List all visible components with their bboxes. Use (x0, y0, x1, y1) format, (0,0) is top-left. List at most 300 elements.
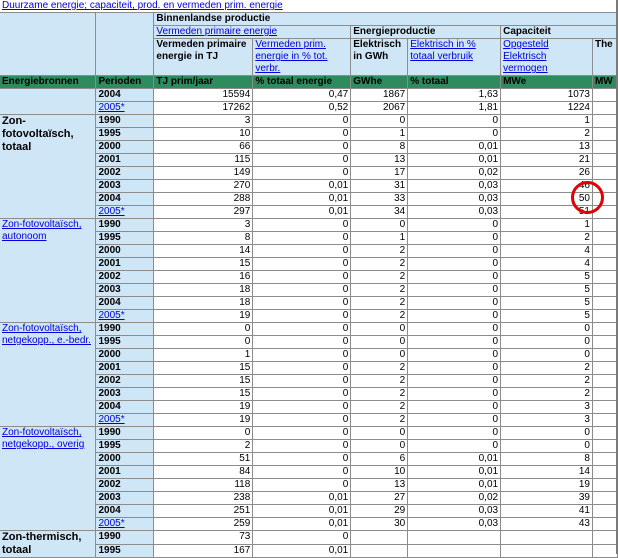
value-cell: 0 (253, 479, 351, 492)
period-cell (96, 128, 154, 141)
value-cell: 3 (154, 115, 253, 128)
value-cell: 0 (408, 401, 501, 414)
value-cell: 0,01 (408, 154, 501, 167)
value-cell: 2 (351, 284, 408, 297)
value-cell: 0,03 (408, 518, 501, 531)
value-cell: 0,01 (408, 479, 501, 492)
value-cell-cut (592, 271, 617, 284)
value-cell: 1073 (501, 89, 593, 102)
period-label[interactable]: 2005* (98, 206, 125, 217)
value-cell: 0 (408, 232, 501, 245)
value-cell-cut (592, 414, 617, 427)
value-cell: 15 (154, 362, 253, 375)
value-cell: 0 (253, 531, 351, 545)
period-label: 2001 (98, 362, 121, 373)
period-cell (96, 401, 154, 414)
value-cell: 2 (351, 401, 408, 414)
value-cell: 0 (408, 245, 501, 258)
period-label: 2000 (98, 349, 121, 360)
value-cell: 251 (154, 505, 253, 518)
value-cell: 0 (253, 414, 351, 427)
value-cell: 0 (351, 336, 408, 349)
value-cell (408, 544, 501, 558)
value-cell: 0 (253, 258, 351, 271)
value-cell: 15 (154, 375, 253, 388)
value-cell: 1 (501, 219, 593, 232)
value-cell: 19 (154, 414, 253, 427)
value-cell-cut (592, 180, 617, 193)
value-cell: 13 (501, 141, 593, 154)
period-label: 2004 (98, 193, 121, 204)
value-cell-cut (592, 219, 617, 232)
period-cell (96, 518, 154, 531)
value-cell: 2 (351, 271, 408, 284)
value-cell: 27 (351, 492, 408, 505)
value-cell-cut (592, 505, 617, 518)
value-cell: 0 (253, 427, 351, 440)
value-cell: 16 (154, 271, 253, 284)
value-cell: 29 (351, 505, 408, 518)
unit-pct-totaal: % totaal (408, 76, 501, 89)
value-cell-cut (592, 492, 617, 505)
value-cell: 0 (501, 427, 593, 440)
value-cell: 19 (154, 401, 253, 414)
header-vermeden-tj: Vermeden primaire energie in TJ (154, 39, 253, 76)
value-cell: 2 (351, 258, 408, 271)
value-cell: 1,63 (408, 89, 501, 102)
value-cell: 1 (501, 115, 593, 128)
value-cell-cut (592, 128, 617, 141)
period-cell (96, 531, 154, 545)
header-opgesteld-cell (501, 39, 593, 76)
value-cell: 4 (501, 258, 593, 271)
header-vermeden-pct-cell (253, 39, 351, 76)
value-cell: 0 (408, 310, 501, 323)
period-label: 2003 (98, 180, 121, 191)
period-cell (96, 544, 154, 558)
period-cell (96, 453, 154, 466)
value-cell: 0 (253, 245, 351, 258)
period-label: 1995 (98, 336, 121, 347)
period-label: 1995 (98, 440, 121, 451)
value-cell: 0 (253, 388, 351, 401)
value-cell: 73 (154, 531, 253, 545)
value-cell: 0 (253, 115, 351, 128)
group-label[interactable]: Zon-fotovoltaïsch, netgekopp., overig (2, 427, 85, 450)
unit-mwe: MWe (501, 76, 593, 89)
period-cell (96, 388, 154, 401)
period-cell (96, 180, 154, 193)
value-cell: 1867 (351, 89, 408, 102)
value-cell-cut (592, 544, 617, 558)
value-cell: 17262 (154, 102, 253, 115)
value-cell-cut (592, 245, 617, 258)
header-opgesteld-link[interactable]: Opgesteld (503, 39, 549, 50)
period-label: 2004 (98, 401, 121, 412)
value-cell: 0 (253, 167, 351, 180)
value-cell: 167 (154, 544, 253, 558)
value-cell: 0 (253, 284, 351, 297)
value-cell: 2 (351, 388, 408, 401)
header-energieproductie: Energieproductie (351, 26, 501, 39)
value-cell-cut (592, 206, 617, 219)
period-cell (96, 479, 154, 492)
value-cell-cut (592, 115, 617, 128)
value-cell: 0,01 (253, 492, 351, 505)
value-cell-cut (592, 440, 617, 453)
value-cell-cut (592, 89, 617, 102)
value-cell: 0 (253, 401, 351, 414)
value-cell-cut (592, 141, 617, 154)
value-cell: 0 (408, 349, 501, 362)
value-cell: 2 (351, 375, 408, 388)
period-cell (96, 219, 154, 232)
value-cell: 10 (154, 128, 253, 141)
value-cell: 0,01 (408, 453, 501, 466)
period-label: 2000 (98, 453, 121, 464)
value-cell (501, 544, 593, 558)
header-the-cut: The (592, 39, 617, 76)
col-perioden: Perioden (96, 76, 154, 89)
period-cell (96, 141, 154, 154)
value-cell-cut (592, 401, 617, 414)
value-cell (408, 531, 501, 545)
header-elektrisch-vermogen-link[interactable]: Elektrisch vermogen (503, 51, 548, 74)
period-cell (96, 154, 154, 167)
value-cell: 4 (501, 245, 593, 258)
group-label-cell (0, 219, 96, 323)
unit-tj: TJ prim/jaar (154, 76, 253, 89)
period-label: 1990 (98, 323, 121, 334)
value-cell: 0 (253, 440, 351, 453)
value-cell: 3 (154, 219, 253, 232)
corner-cell-2 (96, 13, 154, 76)
corner-cell (0, 13, 96, 76)
value-cell: 0 (408, 258, 501, 271)
period-label[interactable]: 2005* (98, 102, 125, 113)
period-cell (96, 414, 154, 427)
group-label-cell (0, 115, 96, 219)
sheet-title-cell (0, 0, 618, 13)
period-label[interactable]: 2005* (98, 310, 125, 321)
value-cell: 0 (253, 154, 351, 167)
value-cell: 0,47 (253, 89, 351, 102)
value-cell-cut (592, 284, 617, 297)
value-cell: 2 (351, 414, 408, 427)
value-cell (351, 531, 408, 545)
value-cell: 0 (253, 362, 351, 375)
period-cell (96, 206, 154, 219)
value-cell: 238 (154, 492, 253, 505)
value-cell: 0 (154, 336, 253, 349)
value-cell: 1224 (501, 102, 593, 115)
value-cell-cut (592, 323, 617, 336)
group-label[interactable]: Zon-fotovoltaïsch, netgekopp., e.-bedr. (2, 323, 91, 346)
period-label: 2002 (98, 375, 121, 386)
group-label-cell (0, 427, 96, 531)
period-cell (96, 440, 154, 453)
value-cell-cut (592, 232, 617, 245)
value-cell: 0 (408, 388, 501, 401)
value-cell: 2067 (351, 102, 408, 115)
header-vermeden-pct-link[interactable]: Vermeden prim. energie in % tot. verbr. (255, 39, 328, 74)
period-label[interactable]: 2005* (98, 414, 125, 425)
value-cell: 0,01 (408, 466, 501, 479)
value-cell: 41 (501, 505, 593, 518)
period-label: 2004 (98, 505, 121, 516)
value-cell: 0 (501, 440, 593, 453)
value-cell: 0,52 (253, 102, 351, 115)
value-cell: 31 (351, 180, 408, 193)
value-cell-cut (592, 453, 617, 466)
period-label: 2000 (98, 141, 121, 152)
period-label: 1995 (98, 128, 121, 139)
value-cell: 2 (501, 128, 593, 141)
value-cell: 5 (501, 310, 593, 323)
value-cell: 0,03 (408, 206, 501, 219)
period-label: 1990 (98, 427, 121, 438)
period-label: 2001 (98, 258, 121, 269)
value-cell: 1 (351, 128, 408, 141)
value-cell: 66 (154, 141, 253, 154)
period-label: 1990 (98, 115, 121, 126)
period-cell (96, 245, 154, 258)
value-cell: 5 (501, 297, 593, 310)
value-cell: 0 (501, 349, 593, 362)
group-label-cell (0, 89, 96, 115)
value-cell: 2 (351, 245, 408, 258)
period-cell (96, 258, 154, 271)
period-label: 2003 (98, 492, 121, 503)
period-label: 2001 (98, 466, 121, 477)
value-cell: 1 (154, 349, 253, 362)
value-cell: 19 (154, 310, 253, 323)
value-cell: 15594 (154, 89, 253, 102)
value-cell: 0,02 (408, 167, 501, 180)
value-cell: 0,01 (408, 141, 501, 154)
value-cell: 0 (253, 310, 351, 323)
value-cell: 0 (253, 128, 351, 141)
group-label: Zon-thermisch, totaal (2, 531, 82, 556)
value-cell: 0,01 (253, 180, 351, 193)
value-cell: 8 (154, 232, 253, 245)
value-cell: 0 (408, 323, 501, 336)
value-cell: 0 (351, 219, 408, 232)
value-cell: 0,01 (253, 193, 351, 206)
value-cell: 13 (351, 479, 408, 492)
value-cell: 0 (408, 414, 501, 427)
unit-gwhe: GWhe (351, 76, 408, 89)
period-cell (96, 232, 154, 245)
value-cell: 3 (501, 414, 593, 427)
value-cell: 13 (351, 154, 408, 167)
value-cell: 0 (408, 284, 501, 297)
table-row (0, 427, 618, 440)
value-cell: 34 (351, 206, 408, 219)
value-cell: 288 (154, 193, 253, 206)
value-cell: 30 (351, 518, 408, 531)
period-label[interactable]: 2005* (98, 518, 125, 529)
value-cell-cut (592, 349, 617, 362)
group-label-cell (0, 323, 96, 427)
header-binnenlandse: Binnenlandse productie (154, 13, 618, 26)
value-cell: 0 (408, 128, 501, 141)
value-cell: 46 (501, 180, 593, 193)
value-cell: 0 (351, 323, 408, 336)
value-cell: 0 (408, 440, 501, 453)
value-cell: 15 (154, 258, 253, 271)
value-cell: 2 (501, 362, 593, 375)
value-cell: 51 (501, 206, 593, 219)
value-cell: 0,02 (408, 492, 501, 505)
header-vermeden-link-cell (154, 26, 351, 39)
period-cell (96, 89, 154, 102)
value-cell: 1 (351, 232, 408, 245)
period-cell (96, 466, 154, 479)
header-elektrisch-pct-link[interactable]: Elektrisch in % totaal verbruik (410, 39, 476, 62)
value-cell: 26 (501, 167, 593, 180)
period-cell (96, 323, 154, 336)
period-cell (96, 349, 154, 362)
value-cell-cut (592, 466, 617, 479)
value-cell: 3 (501, 401, 593, 414)
period-cell (96, 505, 154, 518)
value-cell: 0,01 (253, 518, 351, 531)
value-cell: 0 (351, 115, 408, 128)
value-cell: 39 (501, 492, 593, 505)
value-cell-cut (592, 297, 617, 310)
value-cell: 115 (154, 154, 253, 167)
value-cell: 0 (408, 375, 501, 388)
value-cell: 14 (501, 466, 593, 479)
period-cell (96, 284, 154, 297)
value-cell: 0 (408, 336, 501, 349)
table-row (0, 89, 618, 102)
period-cell (96, 375, 154, 388)
sheet-title-link[interactable]: Duurzame energie; capaciteit, prod. en vermeden prim. energie (2, 0, 283, 11)
period-label: 1990 (98, 531, 121, 542)
value-cell: 18 (154, 284, 253, 297)
value-cell: 0 (253, 232, 351, 245)
value-cell-cut (592, 154, 617, 167)
period-cell (96, 167, 154, 180)
value-cell: 0 (408, 271, 501, 284)
value-cell: 0,01 (253, 206, 351, 219)
value-cell-cut (592, 518, 617, 531)
value-cell: 15 (154, 388, 253, 401)
period-cell (96, 102, 154, 115)
value-cell: 0 (408, 115, 501, 128)
value-cell: 2 (351, 297, 408, 310)
value-cell: 0 (351, 427, 408, 440)
header-vermeden-link[interactable]: Vermeden primaire energie (156, 26, 278, 37)
period-label: 2002 (98, 271, 121, 282)
value-cell: 2 (351, 310, 408, 323)
value-cell: 297 (154, 206, 253, 219)
value-cell: 1,81 (408, 102, 501, 115)
value-cell-cut (592, 336, 617, 349)
value-cell: 0,03 (408, 505, 501, 518)
period-label: 2002 (98, 479, 121, 490)
period-label: 1995 (98, 232, 121, 243)
value-cell: 2 (501, 232, 593, 245)
value-cell: 18 (154, 297, 253, 310)
value-cell-cut (592, 362, 617, 375)
value-cell-cut (592, 427, 617, 440)
period-cell (96, 427, 154, 440)
header-capaciteit: Capaciteit (501, 26, 618, 39)
value-cell: 0 (253, 453, 351, 466)
table-row (0, 219, 618, 232)
value-cell: 259 (154, 518, 253, 531)
period-label: 1995 (98, 544, 121, 556)
value-cell: 84 (154, 466, 253, 479)
value-cell: 0 (154, 323, 253, 336)
table-row (0, 531, 618, 545)
value-cell: 118 (154, 479, 253, 492)
header-elektrisch-pct-cell (408, 39, 501, 76)
period-cell (96, 336, 154, 349)
value-cell-cut (592, 258, 617, 271)
value-cell: 270 (154, 180, 253, 193)
value-cell: 0 (408, 362, 501, 375)
value-cell: 0 (253, 466, 351, 479)
value-cell: 2 (154, 440, 253, 453)
period-label: 2000 (98, 245, 121, 256)
period-label: 2004 (98, 89, 121, 100)
value-cell: 33 (351, 193, 408, 206)
table-row (0, 115, 618, 128)
period-cell (96, 310, 154, 323)
value-cell: 0 (253, 271, 351, 284)
value-cell (501, 531, 593, 545)
value-cell: 0 (408, 297, 501, 310)
period-cell (96, 362, 154, 375)
value-cell-cut (592, 102, 617, 115)
value-cell-cut (592, 310, 617, 323)
value-cell: 0 (501, 336, 593, 349)
period-cell (96, 297, 154, 310)
value-cell: 0 (501, 323, 593, 336)
value-cell-cut (592, 479, 617, 492)
value-cell: 14 (154, 245, 253, 258)
period-label: 2001 (98, 154, 121, 165)
value-cell: 21 (501, 154, 593, 167)
value-cell: 43 (501, 518, 593, 531)
value-cell: 0 (351, 440, 408, 453)
value-cell: 0 (253, 375, 351, 388)
group-label: Zon-fotovoltaïsch, totaal (2, 115, 74, 153)
value-cell: 149 (154, 167, 253, 180)
value-cell: 0 (253, 349, 351, 362)
group-label-cell (0, 531, 96, 558)
value-cell: 19 (501, 479, 593, 492)
period-cell (96, 271, 154, 284)
period-label: 2003 (98, 388, 121, 399)
value-cell: 8 (351, 141, 408, 154)
value-cell: 0,03 (408, 180, 501, 193)
value-cell: 0 (351, 349, 408, 362)
value-cell: 0 (408, 427, 501, 440)
value-cell-cut (592, 375, 617, 388)
value-cell (351, 544, 408, 558)
table-row (0, 323, 618, 336)
value-cell-cut (592, 388, 617, 401)
value-cell: 10 (351, 466, 408, 479)
group-label[interactable]: Zon-fotovoltaïsch, autonoom (2, 219, 82, 242)
value-cell: 50 (501, 193, 593, 206)
value-cell: 0 (253, 219, 351, 232)
